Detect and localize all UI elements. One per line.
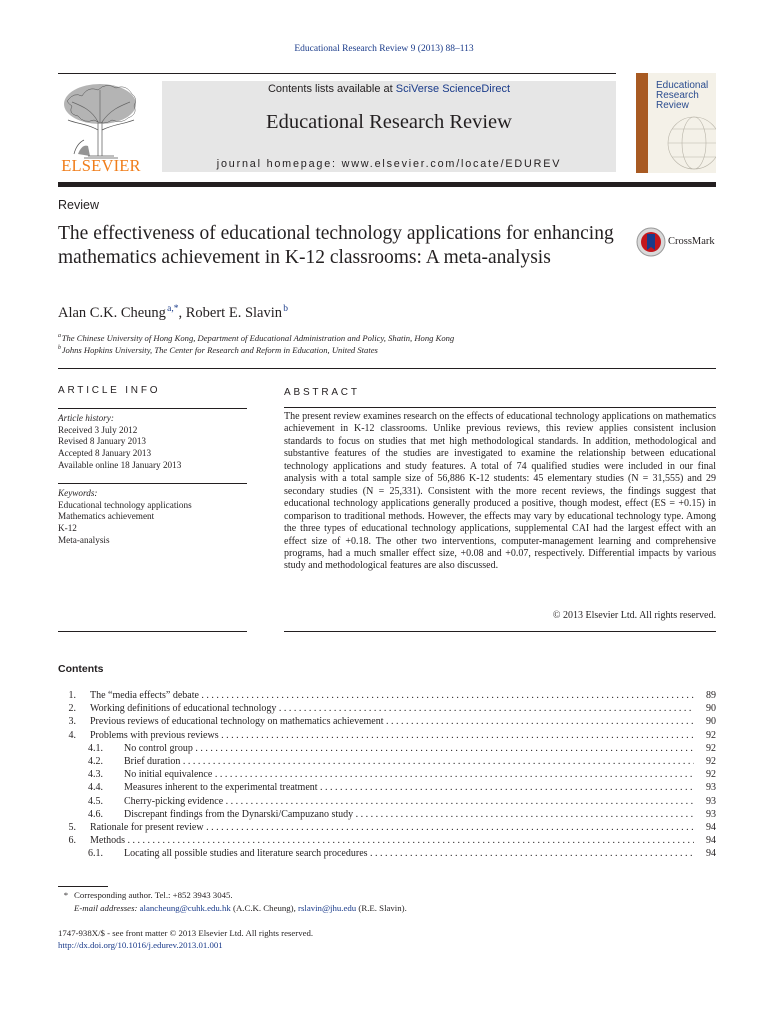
affiliation-b bbox=[58, 345, 378, 355]
keywords-label: Keywords: bbox=[58, 488, 98, 498]
crossmark-icon bbox=[636, 227, 666, 257]
contents-prefix: Contents lists available at bbox=[267, 83, 396, 95]
affiliation-a-text: The Chinese University of Hong Kong, Department of Educational Administration and Policy, Shatin, Hong Kong bbox=[61, 333, 455, 343]
toc-title[interactable]: Rationale for present review . . . bbox=[90, 821, 694, 834]
toc-page-number: 94 bbox=[696, 834, 716, 847]
doi-link[interactable]: http://dx.doi.org/10.1016/j.edurev.2013.01.001 bbox=[58, 940, 223, 950]
keyword-item: K-12 bbox=[58, 523, 77, 534]
toc-row[interactable] bbox=[58, 795, 716, 808]
article-history bbox=[58, 413, 248, 472]
toc-row[interactable] bbox=[58, 689, 716, 702]
available-online-date: Available online 18 January 2013 bbox=[58, 459, 182, 470]
author-cheung-affiliation-marker[interactable]: a,* bbox=[167, 304, 179, 314]
publisher-logo-text: ELSEVIER bbox=[61, 156, 141, 175]
toc-page-number: 93 bbox=[696, 781, 716, 794]
abstract-bottom-rule bbox=[284, 631, 716, 632]
journal-reference[interactable]: Educational Research Review 9 (2013) 88–113 bbox=[294, 44, 474, 54]
toc-number: 6. bbox=[68, 835, 76, 847]
toc-page-number: 90 bbox=[696, 715, 716, 728]
toc-number: 4.5. bbox=[88, 795, 103, 807]
toc-number: 4.1. bbox=[88, 742, 103, 754]
journal-title: Educational Research Review bbox=[266, 111, 512, 133]
toc-row[interactable] bbox=[58, 781, 716, 794]
toc-row[interactable] bbox=[58, 702, 716, 715]
sciencedirect-link[interactable]: SciVerse ScienceDirect bbox=[395, 83, 511, 95]
toc-title[interactable]: Discrepant findings from the Dynarski/Campuzano study . . . bbox=[124, 808, 694, 821]
accepted-date: Accepted 8 January 2013 bbox=[58, 448, 152, 459]
email-slavin-link[interactable]: rslavin@jhu.edu bbox=[298, 903, 357, 913]
toc-page-number: 92 bbox=[696, 729, 716, 742]
email-label: E-mail addresses: bbox=[74, 903, 138, 913]
footnote-rule bbox=[58, 886, 108, 887]
toc-page-number: 92 bbox=[696, 755, 716, 768]
toc-row[interactable] bbox=[58, 768, 716, 781]
toc-row[interactable] bbox=[58, 834, 716, 847]
toc-row[interactable] bbox=[58, 715, 716, 728]
abstract-rule bbox=[284, 407, 716, 408]
toc-row[interactable] bbox=[58, 847, 716, 860]
footnote-asterisk: * bbox=[63, 890, 69, 900]
affiliation-a bbox=[58, 333, 454, 343]
revised-date: Revised 8 January 2013 bbox=[58, 436, 147, 447]
toc-page-number: 92 bbox=[696, 768, 716, 781]
toc-number: 3. bbox=[68, 716, 76, 728]
toc-page-number: 90 bbox=[696, 702, 716, 715]
toc-title[interactable]: No control group . . . bbox=[124, 742, 694, 755]
toc-number: 4.2. bbox=[88, 756, 103, 767]
toc-page-number: 92 bbox=[696, 742, 716, 755]
article-title: The effectiveness of educational technology applications for enhancing mathematics achievement in K-12 classrooms: A meta-analysis bbox=[58, 223, 614, 268]
header-thick-rule bbox=[58, 182, 716, 187]
toc-row[interactable] bbox=[58, 755, 716, 768]
affiliation-b-text: Johns Hopkins University, The Center for Research and Reform in Education, United States bbox=[61, 345, 378, 355]
top-rule bbox=[58, 73, 616, 74]
keywords-rule bbox=[58, 483, 247, 484]
cover-globe-graphic bbox=[662, 113, 716, 171]
toc-number: 4. bbox=[68, 729, 76, 741]
toc-title[interactable]: Previous reviews of educational technology on mathematics achievement . . . bbox=[90, 715, 694, 728]
received-date: Received 3 July 2012 bbox=[58, 424, 138, 435]
toc-row[interactable] bbox=[58, 742, 716, 755]
toc-title[interactable]: No initial equivalence . . . bbox=[124, 768, 694, 781]
author-cheung[interactable]: Alan C.K. Cheung bbox=[58, 304, 166, 321]
toc-row[interactable] bbox=[58, 808, 716, 821]
crossmark-badge[interactable] bbox=[636, 226, 726, 260]
email-addresses bbox=[74, 903, 407, 913]
toc-title[interactable]: Measures inherent to the experimental treatment . . . bbox=[124, 781, 694, 794]
corresponding-author-text: Corresponding author. Tel.: +852 3943 3045. bbox=[74, 890, 233, 900]
affiliation-rule bbox=[58, 368, 716, 369]
toc-number: 2. bbox=[68, 703, 76, 715]
abstract-copyright: © 2013 Elsevier Ltd. All rights reserved. bbox=[552, 610, 716, 621]
email-cheung-name: (A.C.K. Cheung), bbox=[230, 903, 299, 913]
toc-number: 4.4. bbox=[88, 782, 103, 794]
toc-number: 5. bbox=[68, 822, 76, 833]
toc-number: 1. bbox=[68, 690, 76, 701]
toc-number: 4.3. bbox=[88, 769, 103, 781]
keyword-item: Meta-analysis bbox=[58, 534, 110, 545]
toc-title[interactable]: Cherry-picking evidence . . . bbox=[124, 795, 694, 808]
affiliation-a-mark: a bbox=[58, 333, 61, 340]
contents-heading: Contents bbox=[58, 663, 104, 675]
toc-page-number: 93 bbox=[696, 795, 716, 808]
toc-title[interactable]: Brief duration . . . bbox=[124, 755, 694, 768]
toc-page-number: 89 bbox=[696, 689, 716, 702]
article-history-label: Article history: bbox=[58, 413, 114, 423]
toc-row[interactable] bbox=[58, 821, 716, 834]
toc-page-number: 93 bbox=[696, 808, 716, 821]
journal-homepage[interactable]: journal homepage: www.elsevier.com/locate/EDUREV bbox=[216, 158, 562, 170]
author-slavin[interactable]: Robert E. Slavin bbox=[185, 304, 283, 321]
toc-row[interactable] bbox=[58, 729, 716, 742]
keyword-item: Educational technology applications bbox=[58, 499, 192, 510]
crossmark-label: CrossMark bbox=[668, 236, 715, 247]
article-info-bottom-rule bbox=[58, 631, 247, 632]
toc-number: 6.1. bbox=[88, 848, 103, 860]
toc-title[interactable]: Problems with previous reviews . . . bbox=[90, 729, 694, 742]
abstract-heading: ABSTRACT bbox=[284, 387, 360, 398]
keyword-item: Mathematics achievement bbox=[58, 511, 155, 522]
front-matter-note: 1747-938X/$ - see front matter © 2013 Elsevier Ltd. All rights reserved. bbox=[58, 928, 314, 938]
journal-banner bbox=[162, 81, 616, 172]
author-list bbox=[58, 304, 288, 322]
toc-title[interactable]: Locating all possible studies and literature search procedures . . . bbox=[124, 847, 694, 860]
author-slavin-affiliation-marker[interactable]: b bbox=[283, 304, 288, 314]
abstract-text: The present review examines research on the effects of educational technology applications on mathematics achievement in K-12 classrooms. Unlike previous reviews, this review applies consistent inclusion standards to focus on studies that met high methodological standards. In addition, methodological and substantive features of the studies are investigated to examine the relationship between educational technology applications and study features. A total of 74 qualified studies were included in our final analysis with a total sample size of 56,886 K-12 students: 45 elementary studies (N = 31,555) and 29 secondary studies (N = 25,331). Consistent with the more recent reviews, the findings suggest that educational technology applications generally produced a positive, though modest, effect (ES = +0.15) in comparison to traditional methods. However, the effects may vary by educational technology type. Among the three types of educational technology applications, supplemental CAI had the largest effect with an effect size of +0.18. The other two interventions, computer-management learning and comprehensive programs, had a much smaller effect size, +0.08 and +0.07, respectively. Differential impacts by various study and methodological features are also discussed. bbox=[284, 411, 716, 572]
toc-title[interactable]: Methods . . . bbox=[90, 834, 694, 847]
journal-cover-image bbox=[636, 73, 716, 173]
toc-title[interactable]: Working definitions of educational technology . . . bbox=[90, 702, 694, 715]
article-info-heading: ARTICLE INFO bbox=[58, 385, 161, 396]
toc-page-number: 94 bbox=[696, 821, 716, 834]
article-info-rule bbox=[58, 408, 247, 409]
article-type: Review bbox=[58, 198, 99, 212]
keywords bbox=[58, 488, 248, 547]
contents-availability bbox=[162, 83, 616, 95]
author-separator: , bbox=[178, 304, 186, 321]
email-cheung-link[interactable]: alancheung@cuhk.edu.hk bbox=[139, 903, 231, 913]
toc-title[interactable]: The “media effects” debate . . . bbox=[90, 689, 694, 702]
toc-page-number: 94 bbox=[696, 847, 716, 860]
toc-number: 4.6. bbox=[88, 808, 103, 820]
affiliation-b-mark: b bbox=[58, 345, 61, 352]
email-slavin-name: (R.E. Slavin). bbox=[356, 903, 407, 913]
cover-title: Educational Research Review bbox=[656, 80, 709, 111]
corresponding-author-note bbox=[58, 890, 233, 900]
